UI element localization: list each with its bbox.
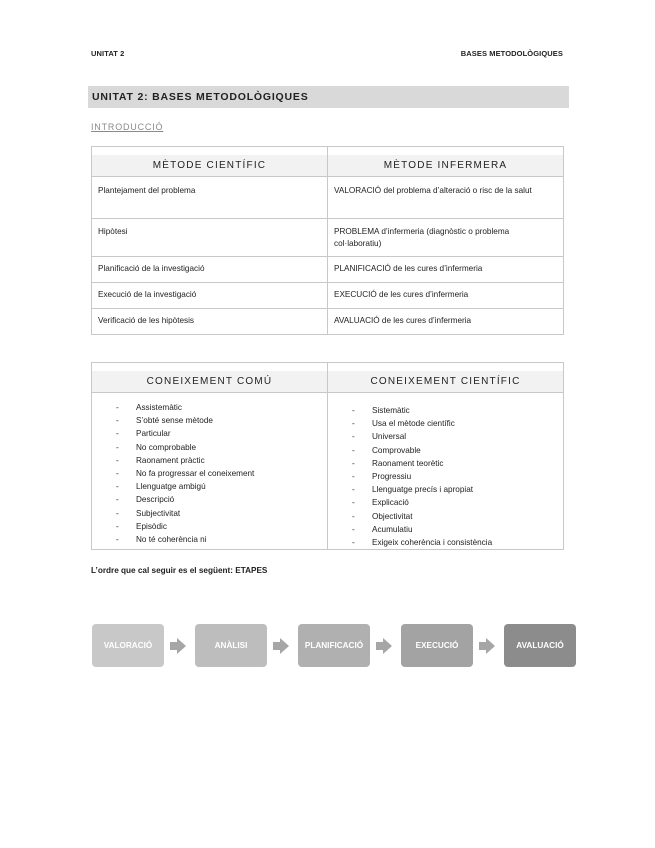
list-item: - Particular — [92, 427, 327, 440]
list-item: - No fa progressar el coneixement — [92, 467, 327, 480]
table1-header-scientific: MÈTODE CIENTÍFIC — [92, 155, 327, 176]
knowledge-comparison-table — [91, 362, 564, 550]
list-item: - Raonament pràctic — [92, 454, 327, 467]
stage-box: VALORACIÓ — [92, 624, 164, 667]
table1-header-cell — [328, 147, 564, 177]
stage-box: AVALUACIÓ — [504, 624, 576, 667]
list-item: - Acumulatiu — [328, 523, 563, 536]
table-cell: AVALUACIÓ de les cures d’infermeria — [328, 309, 564, 335]
unit-title: UNITAT 2: BASES METODOLÒGIQUES — [92, 91, 309, 103]
table2-header-cell — [92, 363, 328, 393]
stages-flow-diagram — [92, 624, 576, 667]
running-header-left: UNITAT 2 — [91, 49, 125, 58]
common-knowledge-list — [92, 401, 327, 546]
table2-header-common: CONEIXEMENT COMÚ — [92, 371, 327, 392]
table-row — [92, 219, 564, 257]
table-cell: PLANIFICACIÓ de les cures d’infermeria — [328, 257, 564, 283]
table-cell: Execució de la investigació — [92, 283, 328, 309]
list-item: - Descripció — [92, 493, 327, 506]
table-cell — [328, 393, 564, 550]
table-cell — [92, 393, 328, 550]
list-item: - S’obté sense mètode — [92, 414, 327, 427]
unit-title-bar — [88, 86, 569, 108]
table-cell: Plantejament del problema — [92, 177, 328, 219]
list-item: - Objectivitat — [328, 510, 563, 523]
list-item: - No comprobable — [92, 441, 327, 454]
list-item: - Explicació — [328, 496, 563, 509]
table-row — [92, 309, 564, 335]
table-cell: PROBLEMA d’infermeria (diagnòstic o problema col·laboratiu) — [328, 219, 564, 257]
table-row — [92, 177, 564, 219]
table1-header-cell — [92, 147, 328, 177]
table-cell: Planificació de la investigació — [92, 257, 328, 283]
list-item: - Usa el mètode científic — [328, 417, 563, 430]
table-cell: EXECUCIÓ de les cures d’infermeria — [328, 283, 564, 309]
running-header-right: BASES METODOLÒGIQUES — [460, 49, 563, 58]
list-item: - Sistemàtic — [328, 404, 563, 417]
list-item: - Universal — [328, 430, 563, 443]
table-cell: VALORACIÓ del problema d’alteració o risc de la salut — [328, 177, 564, 219]
list-item: - Exigeix coherència i consistència — [328, 536, 563, 549]
list-item: - No té coherència ni — [92, 533, 327, 546]
scientific-knowledge-list — [328, 404, 563, 549]
list-item: - Llenguatge ambigú — [92, 480, 327, 493]
table-cell: Hipòtesi — [92, 219, 328, 257]
list-item: - Comprovable — [328, 444, 563, 457]
table-row — [92, 257, 564, 283]
table1-header-nursing: MÈTODE INFERMERA — [328, 155, 563, 176]
table-row — [92, 283, 564, 309]
order-text: L’ordre que cal seguir es el següent: ETAPES — [91, 566, 268, 575]
list-item: - Llenguatge precís i apropiat — [328, 483, 563, 496]
list-item: - Subjectivitat — [92, 507, 327, 520]
list-item: - Raonament teorètic — [328, 457, 563, 470]
stage-box: ANÀLISI — [195, 624, 267, 667]
table-row — [92, 393, 564, 550]
stage-box: EXECUCIÓ — [401, 624, 473, 667]
table2-header-cell — [328, 363, 564, 393]
section-heading-introduccio: INTRODUCCIÓ — [91, 122, 164, 132]
method-comparison-table — [91, 146, 564, 335]
table-cell: Verificació de les hipòtesis — [92, 309, 328, 335]
table2-header-scientific: CONEIXEMENT CIENTÍFIC — [328, 371, 563, 392]
list-item: - Progressiu — [328, 470, 563, 483]
list-item: - Assistemàtic — [92, 401, 327, 414]
stage-box: PLANIFICACIÓ — [298, 624, 370, 667]
list-item: - Episòdic — [92, 520, 327, 533]
